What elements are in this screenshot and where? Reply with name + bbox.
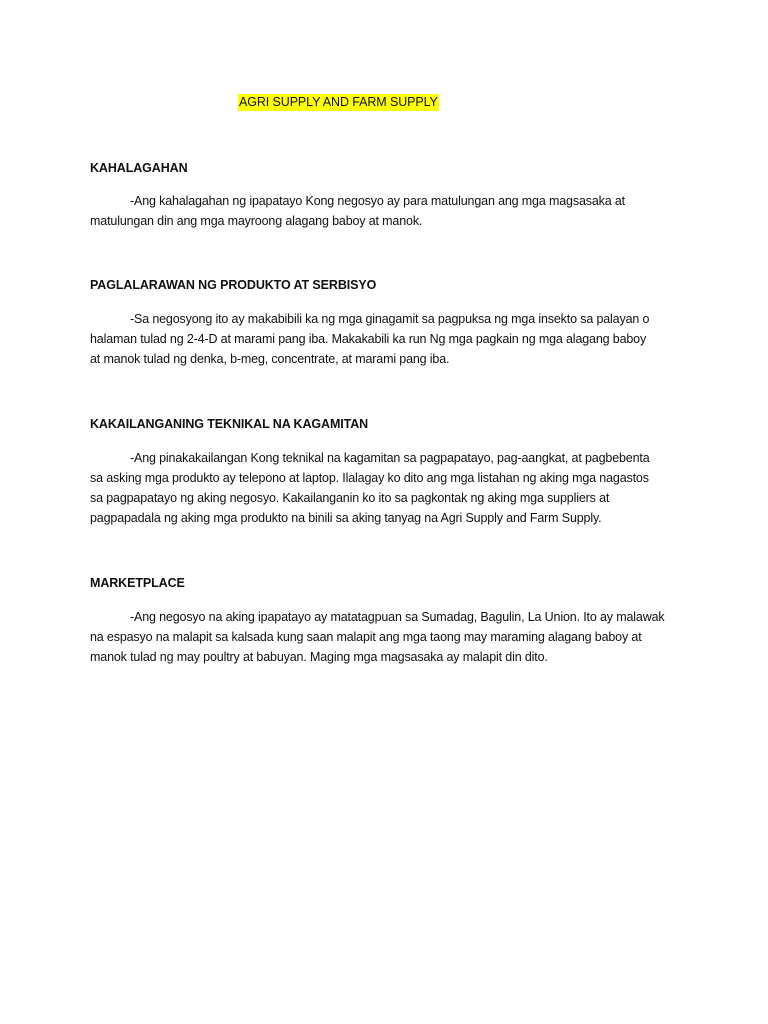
paragraph-line: at manok tulad ng denka, b-meg, concentrate, at marami pang iba.	[90, 352, 450, 366]
section-heading: MARKETPLACE	[90, 576, 185, 590]
paragraph-line: sa pagpapatayo ng aking negosyo. Kakailanganin ko ito sa pagkontak ng aking mga suppliers at	[90, 491, 610, 505]
title-container	[238, 93, 439, 111]
paragraph-line: -Ang negosyo na aking ipapatayo ay matatagpuan sa Sumadag, Bagulin, La Union. Ito ay malawak	[130, 610, 665, 624]
section-heading: KAKAILANGANING TEKNIKAL NA KAGAMITAN	[90, 417, 369, 431]
section-marketplace	[90, 575, 690, 667]
paragraph-line: manok tulad ng may poultry at babuyan. Maging mga magsasaka ay malapit din dito.	[90, 650, 548, 664]
paragraph-line: sa asking mga produkto ay telepono at laptop. Ilalagay ko dito ang mga listahan ng aking mga nagastos	[90, 471, 649, 485]
section-paragraph	[90, 309, 690, 369]
paragraph-line: -Sa negosyong ito ay makabibili ka ng mga ginagamit sa pagpuksa ng mga insekto sa palayan o	[130, 312, 650, 326]
section-kahalagahan	[90, 160, 690, 231]
paragraph-line: pagpapadala ng aking mga produkto na binili sa aking tanyag na Agri Supply and Farm Supply.	[90, 511, 602, 525]
paragraph-line: matulungan din ang mga mayroong alagang baboy at manok.	[90, 214, 423, 228]
section-paragraph	[90, 448, 690, 528]
section-kakailanganing	[90, 416, 690, 528]
section-paglalarawan	[90, 277, 690, 369]
paragraph-line: -Ang kahalagahan ng ipapatayo Kong negosyo ay para matulungan ang mga magsasaka at	[130, 194, 626, 208]
paragraph-line: halaman tulad ng 2-4-D at marami pang iba. Makakabili ka run Ng mga pagkain ng mga alagang baboy	[90, 332, 647, 346]
section-heading: PAGLALARAWAN NG PRODUKTO AT SERBISYO	[90, 278, 377, 292]
section-paragraph	[90, 191, 690, 231]
paragraph-line: na espasyo na malapit sa kalsada kung saan malapit ang mga taong may maraming alagang baboy at	[90, 630, 642, 644]
section-paragraph	[90, 607, 690, 667]
section-heading: KAHALAGAHAN	[90, 161, 188, 175]
document-title: AGRI SUPPLY AND FARM SUPPLY	[239, 95, 438, 109]
paragraph-line: -Ang pinakakailangan Kong teknikal na kagamitan sa pagpapatayo, pag-aangkat, at pagbebenta	[130, 451, 650, 465]
